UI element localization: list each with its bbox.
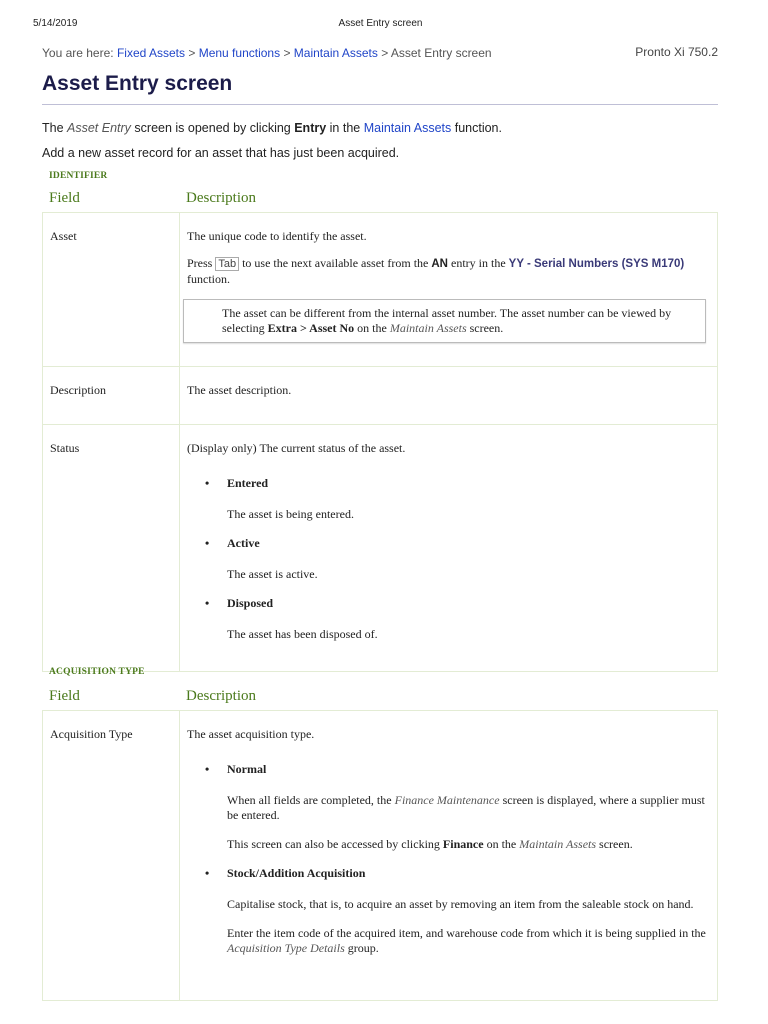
acquisition-values-list: [187, 762, 710, 956]
list-item: • Disposed The asset has been disposed of.: [187, 596, 710, 642]
field-description: Press Tab to use the next available asset from the AN entry in the YY - Serial Numbers (SYS M170) function.: [187, 256, 685, 286]
breadcrumb: [42, 46, 492, 60]
title-divider: [42, 104, 718, 105]
breadcrumb-prefix: You are here:: [42, 46, 114, 60]
field-name: Acquisition Type: [50, 727, 133, 741]
list-item: • Normal When all fields are completed, the Finance Maintenance screen is displayed, where a supplier must be entered. This screen can also be accessed by clicking Finance on the Maintain Assets screen.: [187, 762, 710, 852]
list-item: • Active The asset is active.: [187, 536, 710, 582]
value-description: When all fields are completed, the Finance Maintenance screen is displayed, where a supplier must be entered.: [227, 793, 705, 822]
serial-numbers-link[interactable]: YY - Serial Numbers (SYS M170): [508, 258, 685, 270]
screen-name: Maintain Assets: [519, 837, 597, 851]
breadcrumb-link-fixed-assets[interactable]: Fixed Assets: [116, 46, 185, 60]
screen-name: Finance Maintenance: [394, 793, 500, 807]
value-name: Disposed: [227, 596, 274, 610]
field-name: Status: [50, 441, 80, 455]
breadcrumb-separator: >: [381, 46, 389, 60]
identifier-table: [42, 212, 718, 672]
table-row: [43, 213, 718, 367]
field-name: Description: [50, 383, 106, 397]
value-description: The asset is active.: [227, 567, 318, 581]
breadcrumb-separator: >: [283, 46, 291, 60]
print-date: 5/14/2019: [33, 18, 78, 29]
breadcrumb-link-maintain-assets[interactable]: Maintain Assets: [293, 46, 378, 60]
table-row: [43, 711, 718, 1001]
tab-key: Tab: [215, 257, 239, 271]
intro-line-1: The Asset Entry screen is opened by clicking Entry in the Maintain Assets function.: [42, 121, 502, 135]
column-header-field: Field: [49, 190, 80, 206]
intro-line-2: Add a new asset record for an asset that has just been acquired.: [42, 146, 400, 160]
field-description: The asset acquisition type.: [187, 727, 315, 741]
button-name: Entry: [294, 121, 327, 135]
field-description: (Display only) The current status of the asset.: [187, 441, 406, 455]
breadcrumb-current: Asset Entry screen: [390, 46, 492, 60]
table-row: [43, 367, 718, 425]
product-version: Pronto Xi 750.2: [635, 45, 718, 59]
field-description: The asset description.: [187, 383, 292, 397]
value-name: Entered: [227, 476, 269, 490]
section-label-acquisition-type: ACQUISITION TYPE: [49, 667, 145, 677]
maintain-assets-link[interactable]: Maintain Assets: [363, 121, 452, 135]
section-label-identifier: IDENTIFIER: [49, 171, 108, 181]
page-title: Asset Entry screen: [42, 72, 233, 95]
value-description: The asset has been disposed of.: [227, 627, 378, 641]
field-name: Asset: [50, 229, 77, 243]
entry-code: AN: [431, 258, 448, 270]
breadcrumb-separator: >: [188, 46, 196, 60]
screen-name: Maintain Assets: [389, 321, 467, 335]
value-description: The asset is being entered.: [227, 507, 354, 521]
value-name: Stock/Addition Acquisition: [227, 866, 366, 880]
value-description: Capitalise stock, that is, to acquire an asset by removing an item from the saleable stock on hand.: [227, 897, 694, 911]
column-header-field: Field: [49, 688, 80, 704]
breadcrumb-link-menu-functions[interactable]: Menu functions: [198, 46, 281, 60]
column-header-description: Description: [186, 688, 256, 704]
list-item: • Entered The asset is being entered.: [187, 476, 710, 522]
menu-path: Extra > Asset No: [267, 321, 355, 335]
table-row: [43, 425, 718, 672]
value-name: Active: [227, 536, 260, 550]
acquisition-type-table: [42, 710, 718, 1001]
screen-name: Asset Entry: [67, 121, 131, 135]
value-name: Normal: [227, 762, 267, 776]
button-name: Finance: [442, 837, 484, 851]
list-item: • Stock/Addition Acquisition Capitalise stock, that is, to acquire an asset by removing an item from the saleable stock on hand. Enter the item code of the acquired item, and warehouse code from which it is being supplied in the Acquisition Type Details group.: [187, 866, 710, 956]
value-description: This screen can also be accessed by clicking Finance on the Maintain Assets screen.: [227, 837, 633, 851]
note-box: The asset can be different from the internal asset number. The asset number can be viewed by selecting Extra > Asset No on the Maintain Assets screen.: [183, 299, 706, 343]
status-values-list: [187, 476, 710, 642]
column-header-description: Description: [186, 190, 256, 206]
group-name: Acquisition Type Details: [227, 941, 345, 955]
print-title: Asset Entry screen: [338, 18, 423, 29]
field-description: The unique code to identify the asset.: [187, 229, 367, 243]
value-description: Enter the item code of the acquired item, and warehouse code from which it is being supplied in the Acquisition Type Details group.: [227, 926, 706, 955]
